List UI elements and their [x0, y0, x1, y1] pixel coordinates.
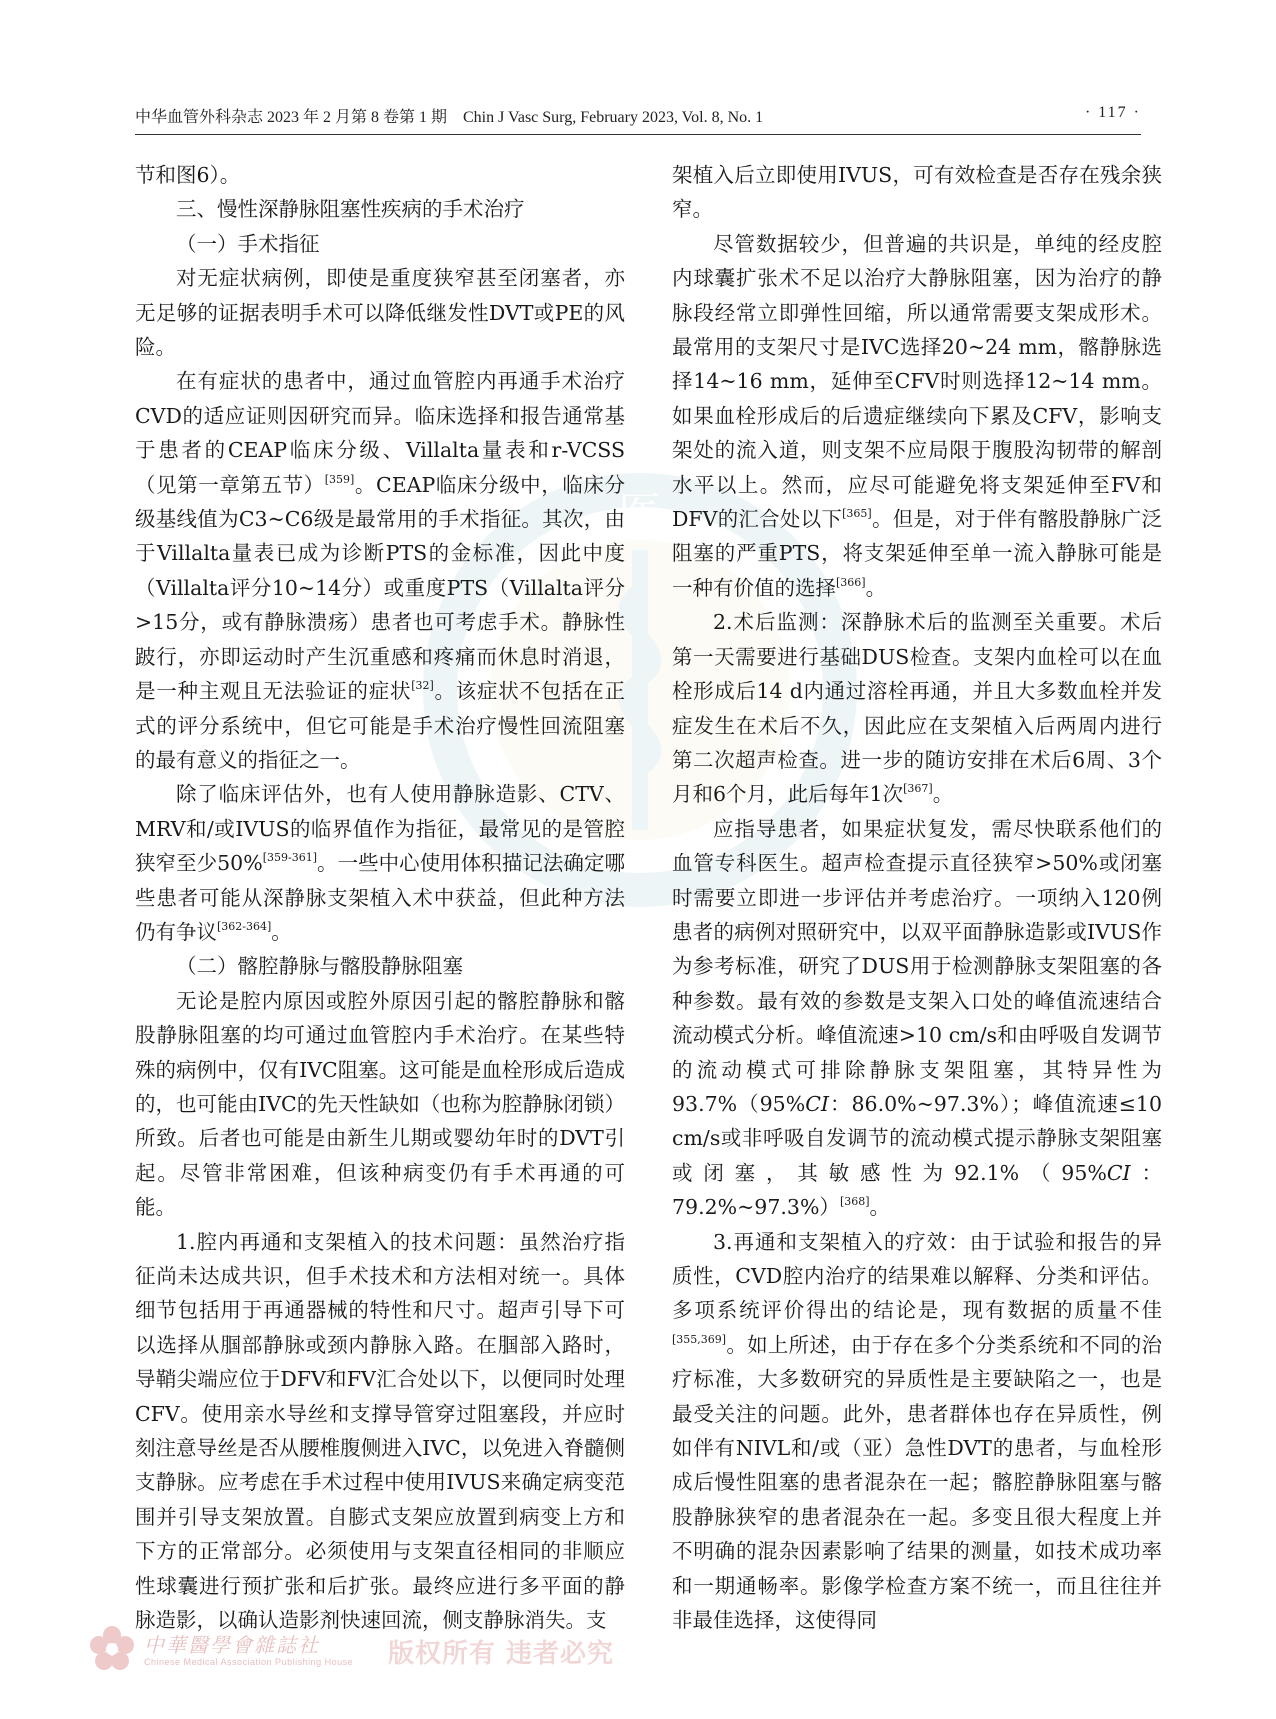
ci-italic: CI — [805, 1091, 829, 1116]
citation: [32] — [411, 679, 434, 693]
ci-italic: CI — [1106, 1160, 1131, 1185]
section-heading: 三、慢性深静脉阻塞性疾病的手术治疗 — [176, 197, 525, 222]
publisher-footer — [88, 1625, 648, 1685]
citation: [367] — [903, 782, 933, 796]
text-run: 。但是，对于伴有髂股静脉广泛阻塞的严重PTS，将支架延伸至单一流入静脉可能是一种有价值的选择 — [672, 507, 1163, 600]
text-run: 。 — [271, 919, 292, 944]
left-column — [135, 158, 625, 1637]
text-run: 尽管数据较少，但普遍的共识是，单纯的经皮腔内球囊扩张术不足以治疗大静脉阻塞，因为治疗的静脉段经常立即弹性回缩，所以通常需要支架成形术。最常用的支架尺寸是IVC选择20~24 mm，髂静脉选择14~16 mm，延伸至CFV时则选择12~14 mm。如果血栓形成后的后遗症继续向下累及CFV，影响支架处的流入道，则支架不应局限于腹股沟韧带的解剖水平以上。然而，应尽可能避免将支架延伸至FV和DFV的汇合处以下 — [672, 231, 1162, 532]
text-run: 应指导患者，如果症状复发，需尽快联系他们的血管专科医生。超声检查提示直径狭窄>50%或闭塞时需要立即进一步评估并考虑治疗。一项纳入120例患者的病例对照研究中，以双平面静脉造影或IVUS作为参考标准，研究了DUS用于检测静脉支架阻塞的各种参数。最有效的参数是支架入口处的峰值流速结合流动模式分析。峰值流速>10 cm/s和由呼吸自发调节的流动模式可排除静脉支架阻塞，其特异性为93.7%（95% — [672, 816, 1162, 1116]
citation: [359] — [324, 472, 355, 486]
subsection-heading: （一）手术指征 — [176, 231, 320, 256]
paragraph — [672, 227, 1162, 605]
watermark-year: 1915 — [596, 839, 684, 879]
flower-seal-icon — [88, 1625, 136, 1673]
running-header — [135, 104, 1141, 130]
text-run: 除了临床评估外，也有人使用静脉造影、CTV、MRV和/或IVUS的临界值作为指征，最常见的是管腔狭窄至少50% — [135, 782, 625, 876]
citation: [366] — [836, 575, 866, 589]
paragraph — [672, 605, 1162, 811]
citation: [362-364] — [217, 919, 272, 933]
citation: [368] — [839, 1195, 870, 1209]
publisher-name-cn: 中華醫學會雜誌社 — [144, 1633, 320, 1657]
paragraph: 节和图6）。 — [135, 163, 241, 187]
publisher-name-en: Chinese Medical Association Publishing House — [144, 1657, 354, 1667]
paragraph: 1.腔内再通和支架植入的技术问题：虽然治疗指征尚未达成共识，但手术技术和方法相对统一。具体细节包括用于再通器械的特性和尺寸。超声引导下可以选择从腘部静脉或颈内静脉入路。在腘部入路时，导鞘尖端应位于DFV和FV汇合处以下，以便同时处理CFV。使用亲水导丝和支撑导管穿过阻塞段，并应时刻注意导丝是否从腰椎腹侧进入IVC，以免进入脊髓侧支静脉。应考虑在手术过程中使用IVUS来确定病变范围并引导支架放置。自膨式支架应放置到病变上方和下方的正常部分。必须使用与支架直径相同的非顺应性球囊进行预扩张和后扩张。最终应进行多平面的静脉造影，以确认造影剂快速回流，侧支静脉消失。支 — [135, 1229, 625, 1633]
right-column — [672, 158, 1162, 1637]
text-run: 2.术后监测：深静脉术后的监测至关重要。术后第一天需要进行基础DUS检查。支架内血栓可以在血栓形成后14 d内通过溶栓再通，并且大多数血栓并发症发生在术后不久，因此应在支架植入后两周内进行第二次超声检查。进一步的随访安排在术后6周、3个月和6个月，此后每年1次 — [672, 610, 1162, 807]
subsection-heading: （二）髂腔静脉与髂股静脉阻塞 — [176, 954, 463, 979]
watermark-text-top: 医 — [618, 488, 662, 539]
journal-citation: 中华血管外科杂志 2023 年 2 月第 8 卷第 1 期 Chin J Vasc Surg, February 2023, Vol. 8, No. 1 — [135, 109, 764, 126]
citation: [359-361] — [262, 851, 317, 865]
text-run: 。如上所述，由于存在多个分类系统和不同的治疗标准，大多数研究的异质性是主要缺陷之一，也是最受关注的问题。此外，患者群体也存在异质性，例如伴有NIVL和/或（亚）急性DVT的患者，与血栓形成后慢性阻塞的患者混杂在一起；髂腔静脉阻塞与髂股静脉狭窄的患者混杂在一起。多变且很大程度上并不明确的混杂因素影响了结果的测量，如技术成功率和一期通畅率。影像学检查方案不统一，而且往往并非最佳选择，这使得同 — [672, 1332, 1162, 1633]
text-run: 。 — [932, 782, 954, 807]
paragraph: 无论是腔内原因或腔外原因引起的髂腔静脉和髂股静脉阻塞的均可通过血管腔内手术治疗。在某些特殊的病例中，仅有IVC阻塞。这可能是血栓形成后造成的，也可能由IVC的先天性缺如（也称为腔静脉闭锁）所致。后者也可能是由新生儿期或婴幼年时的DVT引起。尽管非常困难，但该种病变仍有手术再通的可能。 — [135, 988, 625, 1220]
text-run: 。 — [865, 575, 887, 600]
paragraph — [672, 1225, 1162, 1638]
text-run: 在有症状的患者中，通过血管腔内再通手术治疗CVD的适应证则因研究而异。临床选择和报告通常基于患者的CEAP临床分级、Villalta量表和r-VCSS（见第一章第五节） — [135, 369, 625, 497]
text-run: 。CEAP临床分级中，临床分级基线值为C3~C6级是最常用的手术指征。其次，由于Villalta量表已成为诊断PTS的金标准，因此中度（Villalta评分10~14分）或重度PTS（Villalta评分>15分，或有静脉溃疡）患者也可考虑手术。静脉性跛行，亦即运动时产生沉重感和疼痛而休息时消退，是一种主观且无法验证的症状 — [135, 472, 626, 704]
paragraph — [135, 777, 625, 949]
page-number: · 117 · — [1084, 104, 1141, 121]
rights-notice: 版权所有 违者必究 — [388, 1639, 615, 1669]
text-run: ：86.0%~97.3%）；峰值流速≤10 cm/s或非呼吸自发调节的流动模式提示静脉支架阻塞或闭塞，其敏感性为92.1%（95% — [672, 1091, 1162, 1185]
citation: [365] — [842, 507, 872, 521]
paragraph — [672, 812, 1162, 1225]
text-run: ：79.2%~97.3%） — [672, 1160, 1163, 1220]
text-run: 。该症状不包括在正式的评分系统中，但它可能是手术治疗慢性回流阻塞的最有意义的指征之一。 — [135, 679, 626, 772]
paragraph: 架植入后立即使用IVUS，可有效检查是否存在残余狭窄。 — [672, 163, 1162, 222]
citation: [355,369] — [672, 1332, 727, 1346]
text-run: 。 — [869, 1195, 891, 1220]
text-run: 。一些中心使用体积描记法确定哪些患者可能从深静脉支架植入术中获益，但此种方法仍有争议 — [135, 851, 625, 944]
paragraph: 对无症状病例，即使是重度狭窄甚至闭塞者，亦无足够的证据表明手术可以降低继发性DVT或PE的风险。 — [135, 266, 625, 360]
paragraph — [135, 364, 625, 777]
text-run: 3.再通和支架植入的疗效：由于试验和报告的异质性，CVD腔内治疗的结果难以解释、分类和评估。多项系统评价得出的结论是，现有数据的质量不佳 — [672, 1229, 1162, 1323]
header-rule — [135, 134, 1141, 135]
